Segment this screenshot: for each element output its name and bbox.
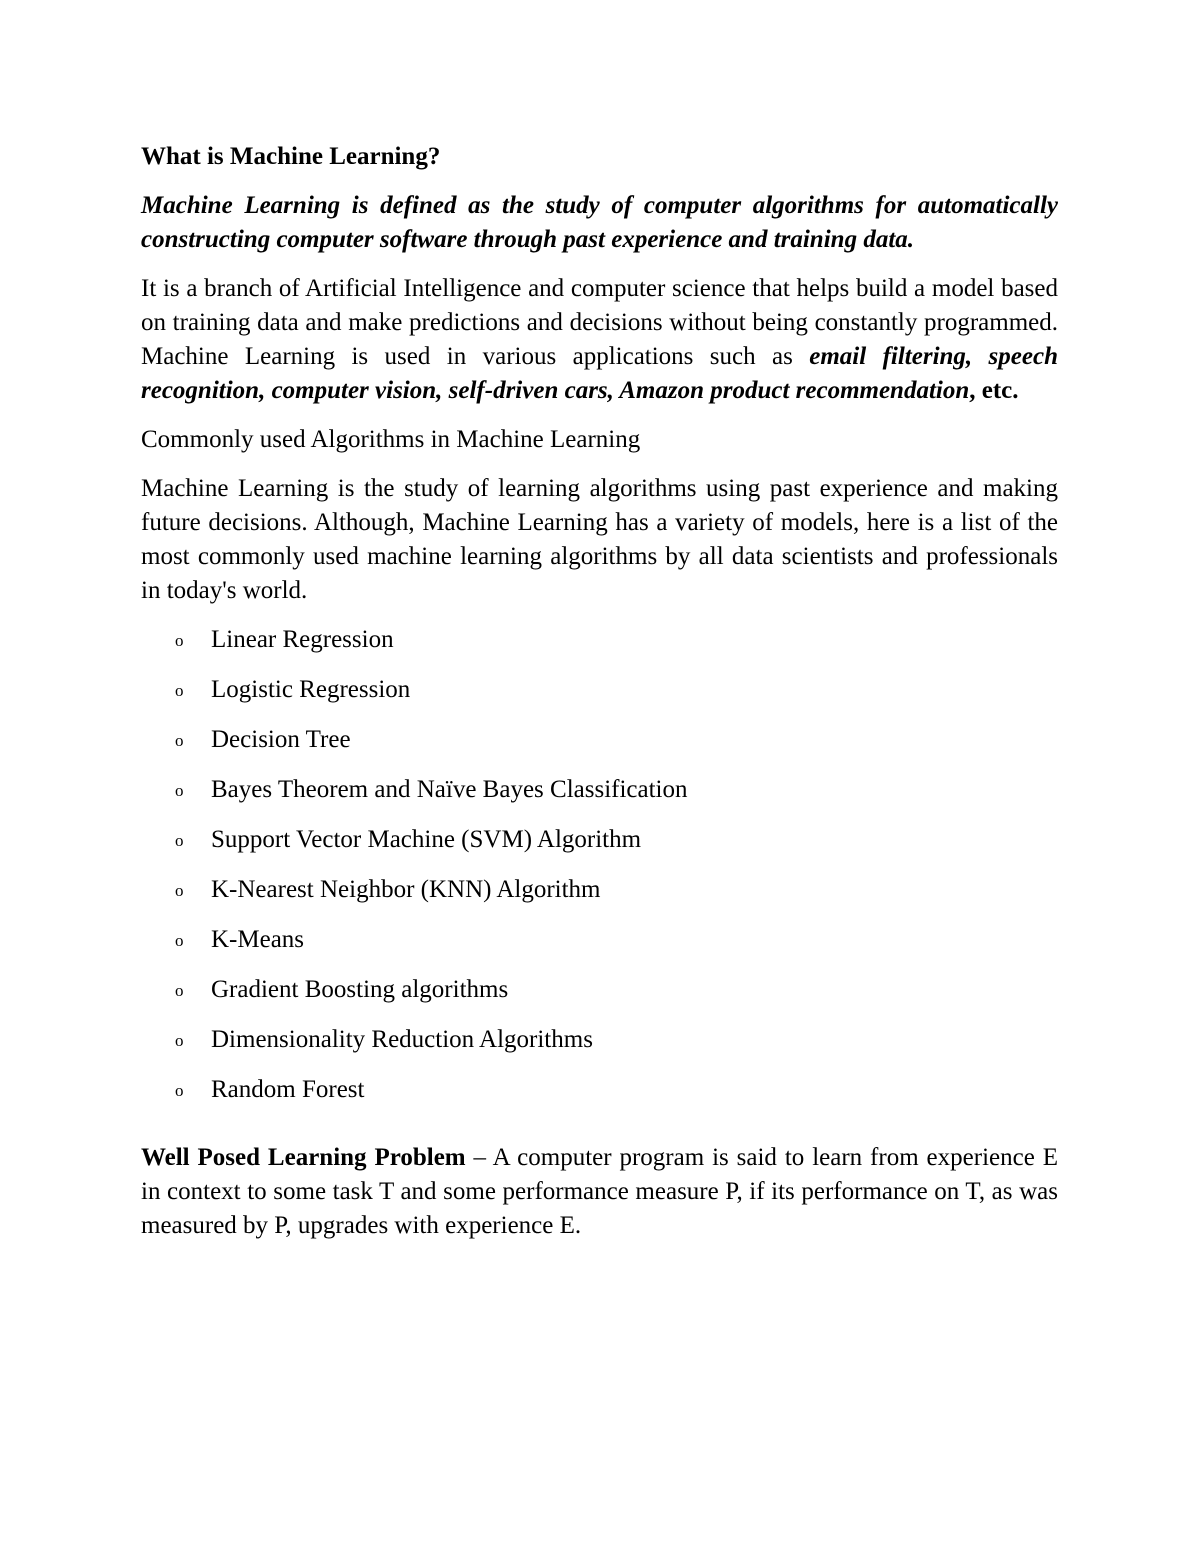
list-item xyxy=(141,873,1058,907)
algorithms-list xyxy=(141,623,1058,1107)
list-item xyxy=(141,723,1058,757)
bullet-icon: o xyxy=(175,781,184,800)
list-item-label: K-Means xyxy=(211,926,305,953)
list-item xyxy=(141,923,1058,957)
list-item xyxy=(141,823,1058,857)
list-item xyxy=(141,623,1058,657)
list-item-label: K-Nearest Neighbor (KNN) Algorithm xyxy=(211,876,601,903)
bullet-icon: o xyxy=(175,631,184,650)
well-posed-paragraph xyxy=(141,1141,1058,1243)
applications-list: email filtering, speech recognition, computer vision, self-driven cars, Amazon product recommendation xyxy=(141,343,1058,404)
algorithms-title: Commonly used Algorithms in Machine Learning xyxy=(141,426,641,453)
intro-suffix: , etc. xyxy=(969,377,1019,404)
bullet-icon: o xyxy=(175,981,184,1000)
list-item-label: Support Vector Machine (SVM) Algorithm xyxy=(211,826,642,853)
list-item-label: Bayes Theorem and Naïve Bayes Classification xyxy=(211,776,688,803)
list-item xyxy=(141,673,1058,707)
bullet-icon: o xyxy=(175,1031,184,1050)
well-posed-text: – A computer program is said to learn from experience E in context to some task T and some performance measure P, if its performance on T, as was measured by P, upgrades with experience E. xyxy=(141,1144,1058,1239)
list-item xyxy=(141,1073,1058,1107)
list-item-label: Linear Regression xyxy=(211,626,394,653)
bullet-icon: o xyxy=(175,931,184,950)
well-posed-term: Well Posed Learning Problem xyxy=(141,1144,466,1171)
list-item xyxy=(141,973,1058,1007)
intro-text: It is a branch of Artificial Intelligence and computer science that helps build a model based on training data and make predictions and decisions without being constantly programmed. Machine Learning is used in various applications such as xyxy=(141,275,1058,370)
bullet-icon: o xyxy=(175,731,184,750)
bullet-icon: o xyxy=(175,1081,184,1100)
bullet-icon: o xyxy=(175,831,184,850)
list-item xyxy=(141,773,1058,807)
page-title: What is Machine Learning? xyxy=(141,143,441,170)
list-item-label: Dimensionality Reduction Algorithms xyxy=(211,1026,593,1053)
list-item-label: Logistic Regression xyxy=(211,676,411,703)
algorithms-intro: Machine Learning is the study of learning algorithms using past experience and making future decisions. Although, Machine Learning has a variety of models, here is a list of the most commonly used machine learning algorithms by all data scientists and professionals in today's world. xyxy=(141,475,1058,604)
document-content xyxy=(141,140,1058,1258)
list-item xyxy=(141,1023,1058,1057)
bullet-icon: o xyxy=(175,881,184,900)
bullet-icon: o xyxy=(175,681,184,700)
list-item-label: Decision Tree xyxy=(211,726,351,753)
ml-definition: Machine Learning is defined as the study of computer algorithms for automatically constructing computer software through past experience and training data. xyxy=(141,192,1058,253)
intro-paragraph xyxy=(141,272,1058,408)
list-item-label: Gradient Boosting algorithms xyxy=(211,976,509,1003)
list-item-label: Random Forest xyxy=(211,1076,365,1103)
